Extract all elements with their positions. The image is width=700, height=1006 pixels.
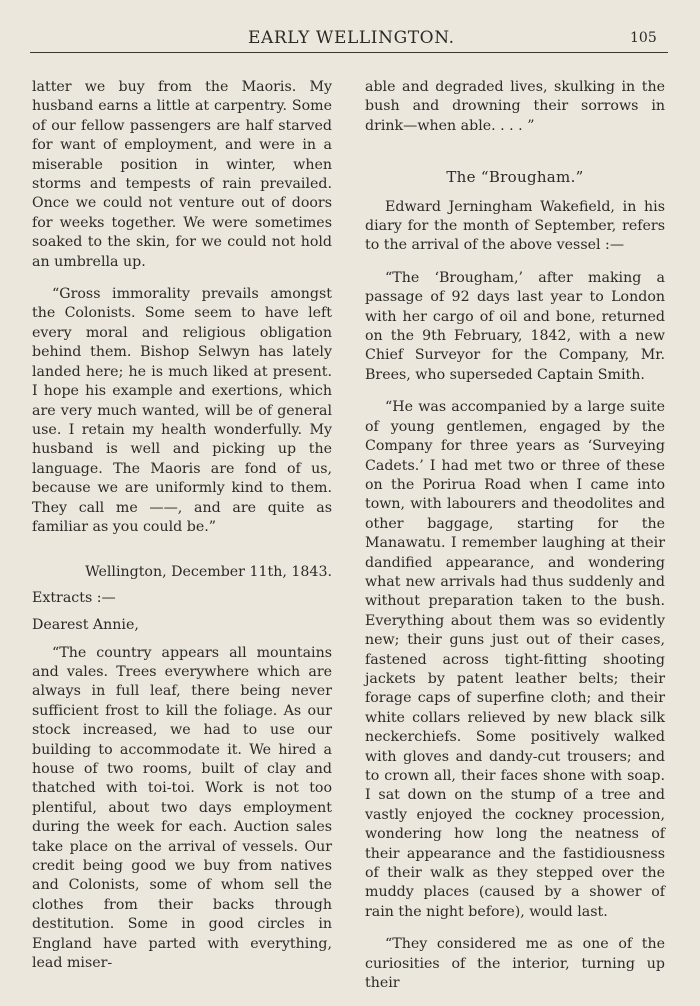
paragraph-curiosities: “They considered me as one of the curiosities of the interior, turning up their <box>365 936 665 992</box>
header-rule <box>30 52 668 53</box>
left-column <box>32 78 332 986</box>
paragraph-surveying-cadets: “He was accompanied by a large suite of young gentlemen, engaged by the Company for three years as ‘Surveying Cadets.’ I had met two or three of these on the Porirua Road when I came into town, with labourers and theodolites and other baggage, starting for the Manawatu. I remember laughing at their dandified appearance, and wondering what new arrivals had thus suddenly and without preparation taken to the bush. Everything about them was so evidently new; their guns just out of their cases, fastened across tight-fitting shooting jackets by patent leather belts; their forage caps of superfine cloth; and their white collars relieved by new black silk neckerchiefs. Some positively walked with gloves and dandy-cut trousers; and to crown all, their faces shone with soap. I sat down on the stump of a tree and vastly enjoyed the cockney procession, wondering how long the neatness of their appearance and the fastidiousness of their walk as they stepped over the muddy places (caused by a shower of rain the night before), would last. <box>365 399 665 920</box>
paragraph-letter-end: able and degraded lives, skulking in the bush and drowning their sorrows in drink—when able. . . . ” <box>365 79 665 134</box>
page-header <box>0 28 700 52</box>
extracts-label: Extracts :— <box>32 589 116 606</box>
paragraph-gross-immorality: “Gross immorality prevails amongst the Colonists. Some seem to have left every moral and religious obligation behind them. Bishop Selwyn has lately landed here; he is much liked at present. I hope his example and exertions, which are very much wanted, will be of general use. I retain my health wonderfully. My husband is well and picking up the language. The Maoris are fond of us, because we are uniformly kind to them. They call me ——, and are quite as familiar as you could be.” <box>32 286 332 535</box>
right-column <box>365 78 665 1006</box>
section-heading-brougham: The “Brougham.” <box>446 168 584 187</box>
paragraph-country-appears: “The country appears all mountains and vales. Trees everywhere which are always in full leaf, there being never sufficient frost to kill the foliage. As our stock increased, we had to use our building to accommodate it. We hired a house of two rooms, built of clay and thatched with toi-toi. Work is not too plentiful, about two days employment during the week for each. Auction sales take place on the arrival of vessels. Our credit being good we buy from natives and Colonists, some of whom sell the clothes from their backs through destitution. Some in good circles in England have parted with everything, lead miser- <box>32 644 332 972</box>
running-title: EARLY WELLINGTON. <box>248 28 455 48</box>
paragraph-wakefield-diary: Edward Jerningham Wakefield, in his diary for the month of September, refers to the arrival of the above vessel :— <box>365 198 665 254</box>
letter-date: Wellington, December 11th, 1843. <box>85 564 332 581</box>
paragraph-brougham-passage: “The ‘Brougham,’ after making a passage of 92 days last year to London with her cargo of oil and bone, returned on the 9th February, 1842, with a new Chief Surveyor for the Company, Mr. Brees, who superseded Captain Smith. <box>365 269 665 383</box>
paragraph-letter-continued: latter we buy from the Maoris. My husband earns a little at carpentry. Some of our fellow passengers are half starved for want of employment, and were in a miserable position in winter, when storms and tempests of rain prevailed. Once we could not venture out of doors for weeks together. We were sometimes soaked to the skin, for we could not hold an umbrella up. <box>32 79 332 270</box>
page-number: 105 <box>630 30 657 46</box>
salutation: Dearest Annie, <box>32 617 139 634</box>
